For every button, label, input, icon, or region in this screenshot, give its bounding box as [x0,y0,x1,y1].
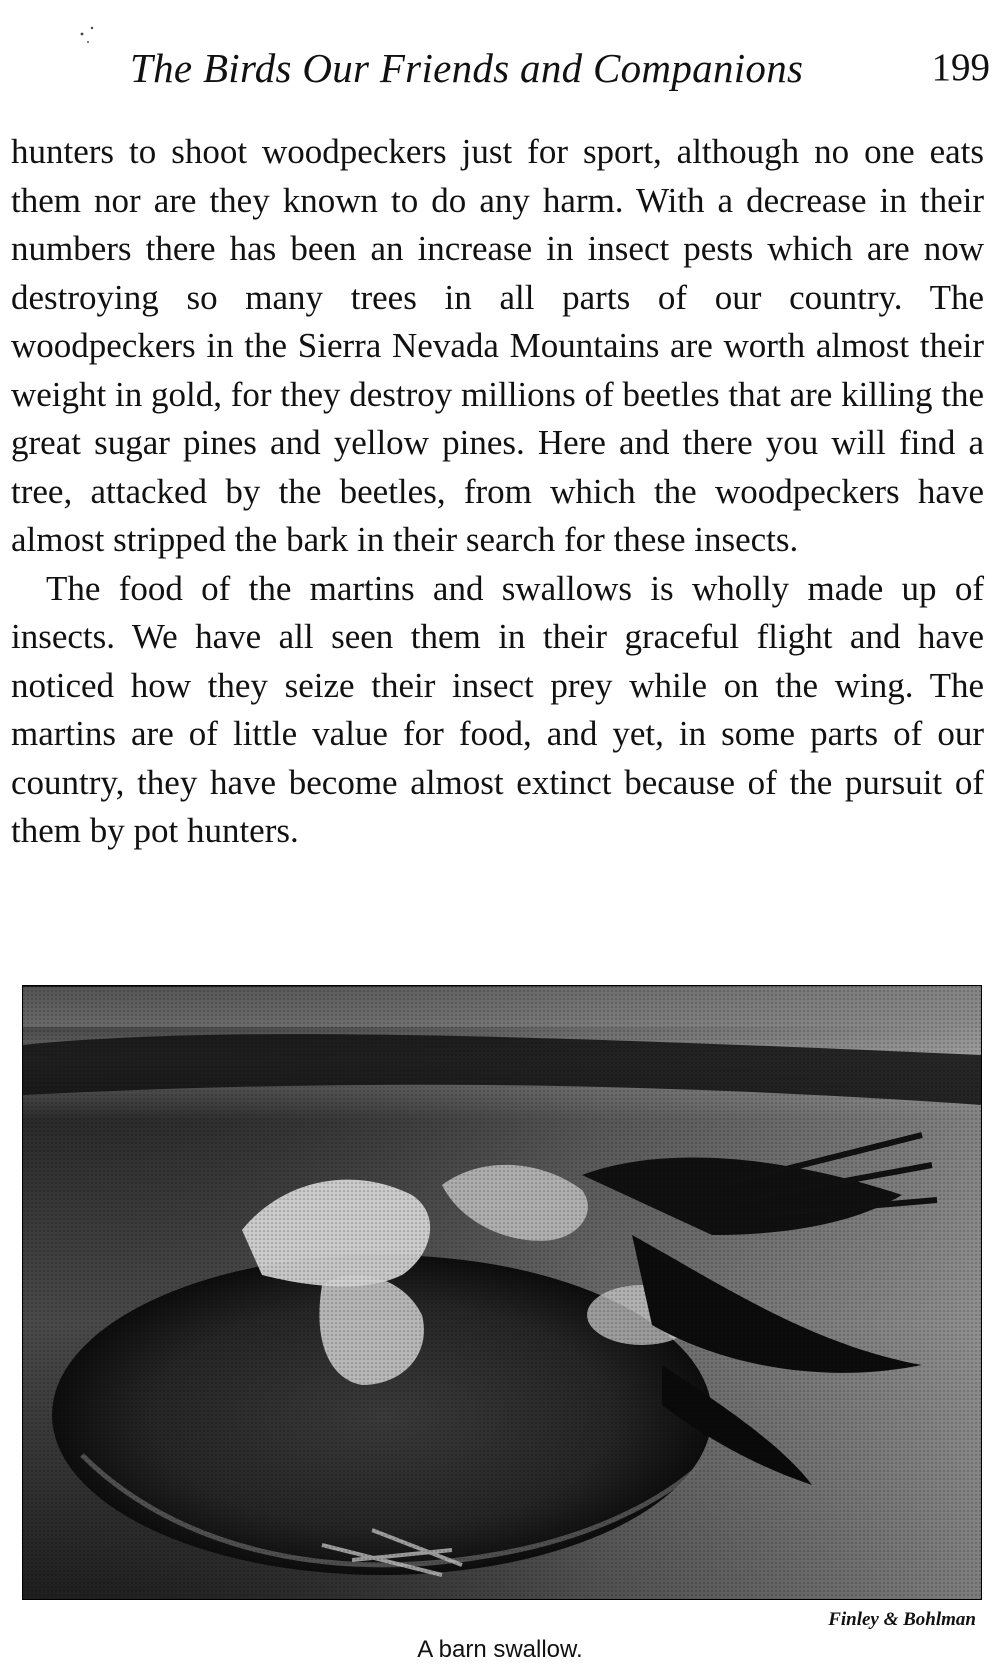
print-specks [78,10,138,50]
page-number: 199 [931,46,990,89]
barn-swallow-photo [22,985,982,1600]
running-title: The Birds Our Friends and Companions [130,45,804,91]
photo-image [22,985,982,1600]
paragraph: hunters to shoot woodpeckers just for sport, although no one eats them nor are they known to do any harm. With a decrease in their numbers there has been an increase in insect pests which are now destroying so many trees in all parts of our country. The woodpeckers in the Sierra Nevada Mountains are worth almost their weight in gold, for they destroy millions of beetles that are killing the great sugar pines and yellow pines. Here and there you will find a tree, attacked by the beetles, from which the woodpeckers have almost stripped the bark in their search for these insects. [11,132,984,559]
figure-caption: A barn swallow. [417,1636,583,1663]
paragraph: The food of the martins and swallows is wholly made up of insects. We have all seen them in their graceful flight and have noticed how they seize their insect prey while on the wing. The martins are of little value for food, and yet, in some parts of our country, they have become almost extinct because of the pursuit of them by pot hunters. [11,568,984,850]
body-text [11,128,984,856]
running-head [130,40,990,96]
photo-credit: Finley & Bohlman [828,1609,976,1630]
